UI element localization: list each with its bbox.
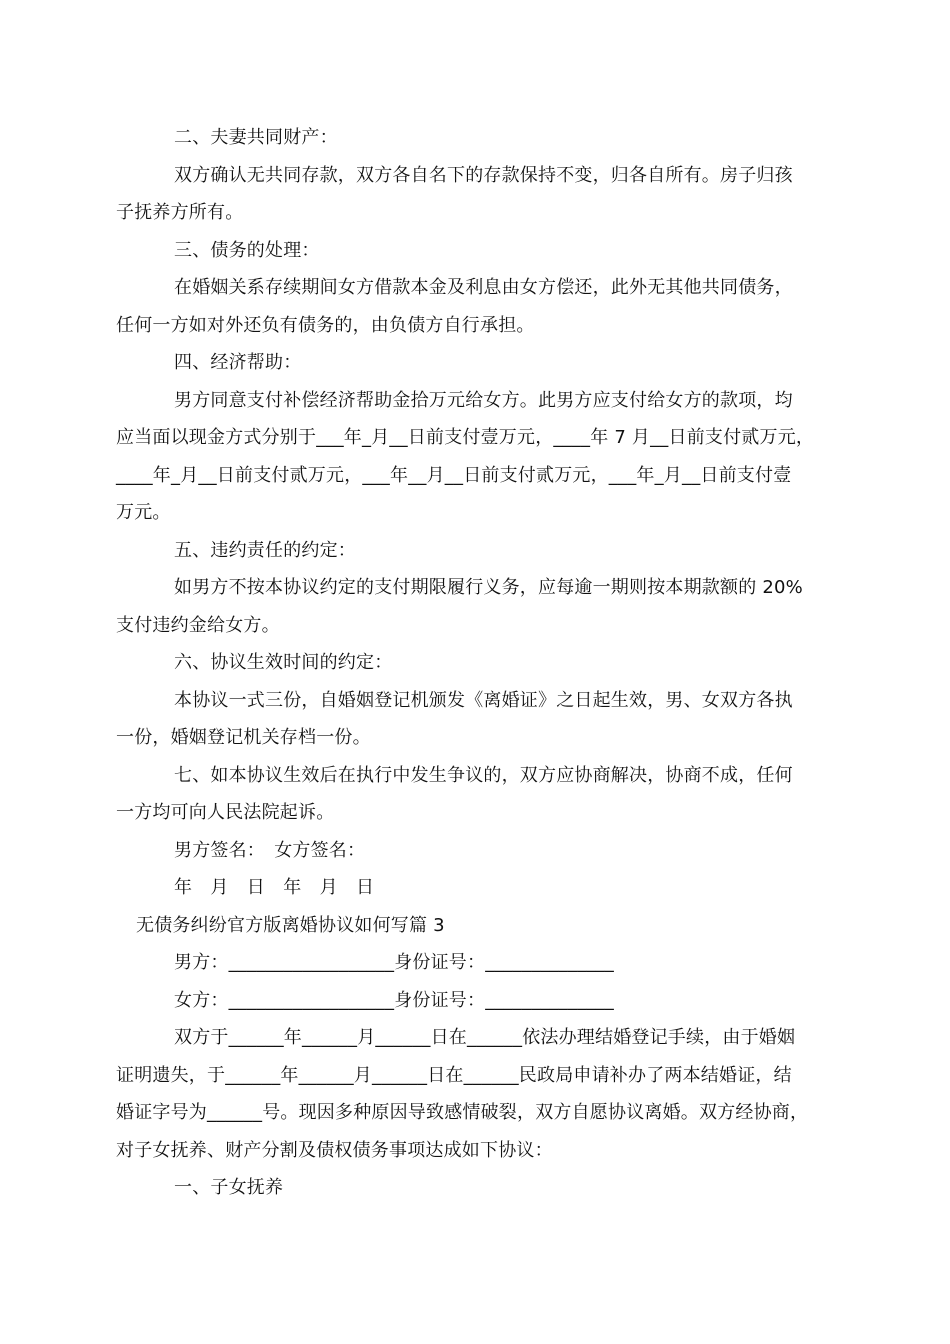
signature-line: 男方签名： 女方签名： xyxy=(174,840,366,861)
section-heading-breach: 五、违约责任的约定： xyxy=(174,540,356,561)
paragraph-line: 婚证字号为______号。现因多种原因导致感情破裂，双方自愿协议离婚。双方经协商， xyxy=(116,1102,809,1123)
paragraph-line: 一方均可向人民法院起诉。 xyxy=(116,802,335,823)
section-heading-property: 二、夫妻共同财产： xyxy=(174,127,338,148)
paragraph-line: 在婚姻关系存续期间女方借款本金及利息由女方偿还，此外无其他共同债务， xyxy=(174,277,793,298)
paragraph-line: 应当面以现金方式分别于___年_月__日前支付壹万元，____年 7 月__日前支付贰万元， xyxy=(116,427,815,448)
paragraph-line: 七、如本协议生效后在执行中发生争议的，双方应协商解决，协商不成，任何 xyxy=(174,765,793,786)
paragraph-line: 如男方不按本协议约定的支付期限履行义务，应每逾一期则按本期款额的 20% xyxy=(174,577,803,598)
paragraph-line: 男方同意支付补偿经济帮助金拾万元给女方。此男方应支付给女方的款项，均 xyxy=(174,390,793,411)
paragraph-line: 任何一方如对外还负有债务的，由负债方自行承担。 xyxy=(116,315,535,336)
article-title: 无债务纠纷官方版离婚协议如何写篇 3 xyxy=(136,915,445,936)
paragraph-line: 一份，婚姻登记机关存档一份。 xyxy=(116,727,371,748)
paragraph-line: 双方确认无共同存款，双方各自名下的存款保持不变，归各自所有。房子归孩 xyxy=(174,165,793,186)
date-line: 年 月 日 年 月 日 xyxy=(174,877,375,898)
paragraph-line: 万元。 xyxy=(116,502,171,523)
paragraph-line: 子抚养方所有。 xyxy=(116,202,244,223)
paragraph-line: 双方于______年______月______日在______依法办理结婚登记手续，由于婚姻 xyxy=(174,1027,796,1048)
female-party-line: 女方：__________________身份证号：______________ xyxy=(174,990,614,1011)
paragraph-line: 本协议一式三份，自婚姻登记机颁发《离婚证》之日起生效，男、女双方各执 xyxy=(174,690,793,711)
section-heading-economic-help: 四、经济帮助： xyxy=(174,352,302,373)
paragraph-line: 证明遗失，于______年______月______日在______民政局申请补办了两本结婚证，结 xyxy=(116,1065,792,1086)
paragraph-line: 对子女抚养、财产分割及债权债务事项达成如下协议： xyxy=(116,1140,553,1161)
male-party-line: 男方：__________________身份证号：______________ xyxy=(174,952,614,973)
paragraph-line: ____年_月__日前支付贰万元，___年__月__日前支付贰万元，___年_月__日前支付壹 xyxy=(116,465,792,486)
section-heading-debt: 三、债务的处理： xyxy=(174,240,320,261)
section-heading-child-custody: 一、子女抚养 xyxy=(174,1177,284,1198)
section-heading-effective: 六、协议生效时间的约定： xyxy=(174,652,393,673)
paragraph-line: 支付违约金给女方。 xyxy=(116,615,280,636)
